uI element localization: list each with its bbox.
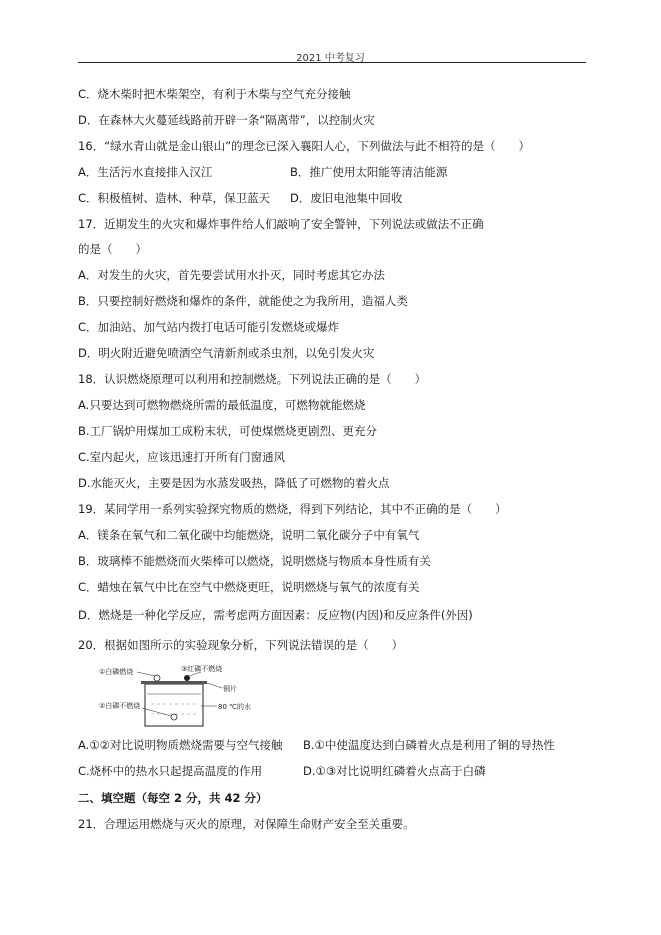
white-phosphorus-2: [171, 714, 177, 720]
label-copper: 铜片: [223, 685, 237, 693]
page-header: 2021 中考复习: [296, 53, 365, 64]
option-d-line: D．在森林大火蔓延线路前开辟一条“隔离带”，以控制火灾: [78, 113, 375, 127]
pointer-1: [137, 672, 155, 676]
copper-plate: [141, 681, 207, 684]
question-17: 17．近期发生的火灾和爆炸事件给人们敲响了安全警钟，下列说法或做法不正确: [78, 217, 484, 231]
question-20-option-c: C.烧杯中的热水只起提高温度的作用: [78, 764, 263, 778]
question-18-option-d: D.水能灭火，主要是因为水蒸发吸热，降低了可燃物的着火点: [78, 476, 390, 490]
question-20-option-b: B.①中使温度达到白磷着火点是利用了铜的导热性: [303, 738, 555, 752]
question-20: 20．根据如图所示的实验现象分析，下列说法错误的是（ ）: [78, 638, 404, 652]
pointer-copper: [207, 683, 222, 688]
question-19-option-c: C．蜡烛在氧气中比在空气中燃烧更旺，说明燃烧与氧气的浓度有关: [78, 580, 420, 594]
question-17-option-c: C．加油站、加气站内拨打电话可能引发燃烧或爆炸: [78, 320, 340, 334]
question-17-continued: 的是（ ）: [78, 242, 147, 256]
question-16-option-a: A．生活污水直接排入汉江: [78, 165, 213, 179]
question-18-option-c: C.室内起火，应该迅速打开所有门窗通风: [78, 450, 286, 464]
question-16-option-c: C．积极植树、造林、种草，保卫蓝天: [78, 191, 271, 205]
label-white-phosphorus-underwater: ②白磷不燃烧: [99, 702, 141, 710]
experiment-figure: [97, 664, 277, 728]
label-hot-water: 80 ℃的水: [218, 703, 251, 711]
section-heading: 二、填空题（每空 2 分，共 42 分）: [78, 791, 268, 805]
question-19: 19．某同学用一系列实验探究物质的燃烧，得到下列结论，其中不正确的是（ ）: [78, 502, 507, 516]
question-16-option-d: D．废旧电池集中回收: [290, 191, 403, 205]
question-19-option-d: D．燃烧是一种化学反应，需考虑两方面因素：反应物(内因)和反应条件(外因): [78, 608, 473, 622]
question-19-option-b: B．玻璃棒不能燃烧而火柴棒可以燃烧，说明燃烧与物质本身性质有关: [78, 554, 431, 568]
question-17-option-d: D．明火附近避免喷洒空气清新剂或杀虫剂，以免引发火灾: [78, 346, 375, 360]
label-red-phosphorus: ③红磷不燃烧: [181, 665, 223, 673]
question-18: 18．认识燃烧原理可以利用和控制燃烧。下列说法正确的是（ ）: [78, 372, 427, 386]
label-white-phosphorus-burns: ①白磷燃烧: [99, 668, 134, 676]
question-19-option-a: A．镁条在氧气和二氧化碳中均能燃烧，说明二氧化碳分子中有氧气: [78, 528, 420, 542]
pointer-2: [142, 708, 171, 716]
question-16: 16．“绿水青山就是金山银山”的理念已深入襄阳人心，下列做法与此不相符的是（ ）: [78, 139, 531, 153]
question-20-option-a: A.①②对比说明物质燃烧需要与空气接触: [78, 738, 283, 752]
question-17-option-b: B．只要控制好燃烧和爆炸的条件，就能使之为我所用，造福人类: [78, 294, 408, 308]
question-17-option-a: A．对发生的火灾，首先要尝试用水扑灭，同时考虑其它办法: [78, 268, 385, 282]
question-16-option-b: B．推广使用太阳能等清洁能源: [290, 165, 448, 179]
question-20-option-d: D.①③对比说明红磷着火点高于白磷: [303, 764, 486, 778]
question-18-option-a: A.只要达到可燃物燃烧所需的最低温度，可燃物就能燃烧: [78, 398, 366, 412]
question-18-option-b: B.工厂锅炉用煤加工成粉末状，可使煤燃烧更剧烈、更充分: [78, 424, 378, 438]
question-21: 21．合理运用燃烧与灭火的原理，对保障生命财产安全至关重要。: [78, 817, 415, 831]
option-c-line: C．烧木柴时把木柴架空，有利于木柴与空气充分接触: [78, 87, 351, 101]
header-rule: [78, 62, 586, 63]
